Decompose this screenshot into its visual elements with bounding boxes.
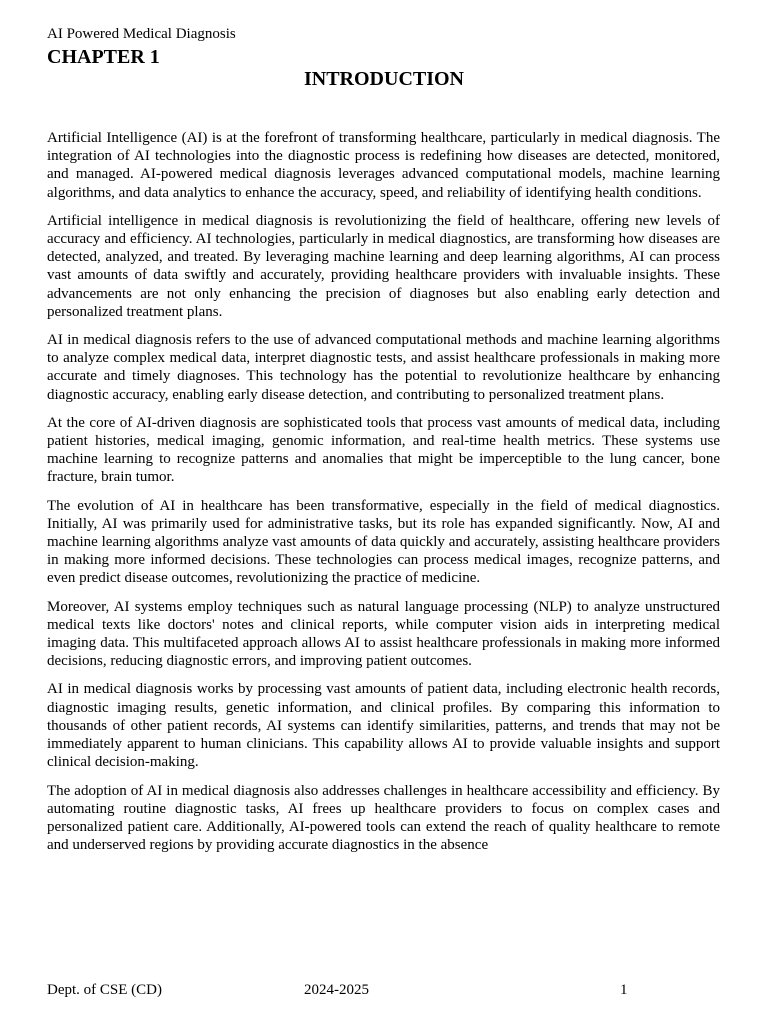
footer-academic-year: 2024-2025 [304, 982, 369, 998]
footer-department: Dept. of CSE (CD) [47, 982, 162, 998]
paragraph: At the core of AI-driven diagnosis are sophisticated tools that process vast amounts of medical data, including patient histories, medical imaging, genomic information, and real-time health metrics. These systems use machine learning to recognize patterns and anomalies that might be imperceptible to the lung cancer, bone fracture, brain tumor. [47, 414, 720, 486]
paragraph: The adoption of AI in medical diagnosis also addresses challenges in healthcare accessibility and efficiency. By automating routine diagnostic tasks, AI frees up healthcare providers to focus on complex cases and personalized patient care. Additionally, AI-powered tools can extend the reach of quality healthcare to remote and underserved regions by providing accurate diagnostics in the absence [47, 782, 720, 854]
paragraph: Artificial intelligence in medical diagnosis is revolutionizing the field of healthcare, offering new levels of accuracy and efficiency. AI technologies, particularly in medical diagnostics, are transforming how diseases are detected, analyzed, and treated. By leveraging machine learning and deep learning algorithms, AI can process vast amounts of data swiftly and accurately, providing healthcare providers with invaluable insights. These advancements are not only enhancing the precision of diagnoses but also enabling early detection and personalized treatment plans. [47, 212, 720, 320]
paragraph: Artificial Intelligence (AI) is at the forefront of transforming healthcare, particularly in medical diagnosis. The integration of AI technologies into the diagnostic process is redefining how diseases are detected, monitored, and managed. AI-powered medical diagnosis leverages advanced computational models, machine learning algorithms, and data analytics to enhance the accuracy, speed, and reliability of identifying health conditions. [47, 130, 720, 201]
paragraph: AI in medical diagnosis refers to the use of advanced computational methods and machine learning algorithms to analyze complex medical data, interpret diagnostic tests, and assist healthcare professionals in making more accurate and timely diagnoses. This technology has the potential to revolutionize healthcare by enhancing diagnostic accuracy, enabling early disease detection, and contributing to personalized treatment plans. [47, 332, 720, 403]
body-text [47, 129, 720, 864]
chapter-label: CHAPTER 1 [47, 46, 160, 68]
running-header: AI Powered Medical Diagnosis [47, 26, 236, 42]
paragraph: AI in medical diagnosis works by processing vast amounts of patient data, including electronic health records, diagnostic imaging results, genetic information, and clinical profiles. By comparing this information to thousands of other patient records, AI systems can identify similarities, patterns, and trends that may not be immediately apparent to human clinicians. This capability allows AI to provide valuable insights and support clinical decision-making. [47, 681, 720, 771]
chapter-title: INTRODUCTION [303, 68, 465, 90]
paragraph: Moreover, AI systems employ techniques such as natural language processing (NLP) to analyze unstructured medical texts like doctors' notes and clinical reports, while computer vision aids in interpreting medical imaging data. This multifaceted approach allows AI to assist healthcare professionals in making more informed decisions, reducing diagnostic errors, and improving patient outcomes. [47, 598, 720, 670]
paragraph: The evolution of AI in healthcare has been transformative, especially in the field of medical diagnostics. Initially, AI was primarily used for administrative tasks, but its role has expanded significantly. Now, AI and machine learning algorithms analyze vast amounts of data quickly and accurately, assisting healthcare providers in making more informed decisions. These technologies can process medical images, recognize patterns, and even predict disease outcomes, revolutionizing the practice of medicine. [47, 497, 720, 587]
footer-page-number: 1 [620, 982, 628, 998]
